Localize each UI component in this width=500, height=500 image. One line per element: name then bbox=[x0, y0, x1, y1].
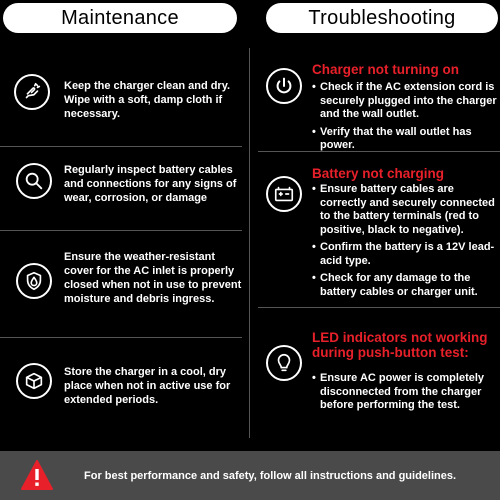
maintenance-divider-3 bbox=[0, 337, 242, 338]
power-icon bbox=[266, 68, 302, 104]
list-item: • Confirm the battery is a 12V lead-acid type. bbox=[312, 241, 498, 268]
maintenance-item-text: Keep the charger clean and dry. Wipe with a soft, damp cloth if necessary. bbox=[64, 80, 231, 120]
list-item: • Ensure AC power is completely disconnected from the charger before performing the test. bbox=[312, 372, 498, 413]
battery-icon bbox=[266, 176, 302, 212]
section-list bbox=[312, 372, 498, 417]
list-item: • Verify that the wall outlet has power. bbox=[312, 126, 498, 153]
troubleshooting-header: Troubleshooting bbox=[266, 3, 498, 33]
troubleshooting-divider-2 bbox=[258, 307, 500, 308]
section-list bbox=[312, 81, 498, 157]
section-list bbox=[312, 183, 498, 303]
list-item: • Check for any damage to the battery cables or charger unit. bbox=[312, 272, 498, 299]
maintenance-item-text: Ensure the weather-resistant cover for the AC inlet is properly closed when not in use to prevent moisture and debris ingress. bbox=[64, 251, 242, 305]
footer-banner bbox=[0, 451, 500, 500]
list-item: • Ensure battery cables are correctly and securely connected to the battery terminals (red to positive, black to negative). bbox=[312, 183, 498, 237]
lightbulb-icon bbox=[266, 345, 302, 381]
maintenance-divider-1 bbox=[0, 146, 242, 147]
hand-wipe-icon bbox=[14, 74, 50, 110]
shield-drop-icon bbox=[16, 263, 52, 299]
footer-text: For best performance and safety, follow all instructions and guidelines. bbox=[84, 470, 457, 482]
storage-box-icon bbox=[16, 363, 52, 399]
list-item: • Check if the AC extension cord is securely plugged into the charger and the wall outlet. bbox=[312, 81, 498, 122]
maintenance-item-text: Store the charger in a cool, dry place when not in active use for extended periods. bbox=[64, 366, 231, 406]
maintenance-divider-2 bbox=[0, 230, 242, 231]
section-title: Charger not turning on bbox=[312, 62, 459, 77]
maintenance-item-text: Regularly inspect battery cables and connections for any signs of wear, corrosion, or damage bbox=[64, 164, 237, 204]
maintenance-header: Maintenance bbox=[3, 3, 237, 33]
magnifier-icon bbox=[16, 163, 52, 199]
warning-icon bbox=[20, 459, 54, 491]
section-title: LED indicators not working during push-button test: bbox=[312, 330, 488, 360]
section-title: Battery not charging bbox=[312, 166, 445, 181]
column-divider bbox=[249, 48, 250, 438]
